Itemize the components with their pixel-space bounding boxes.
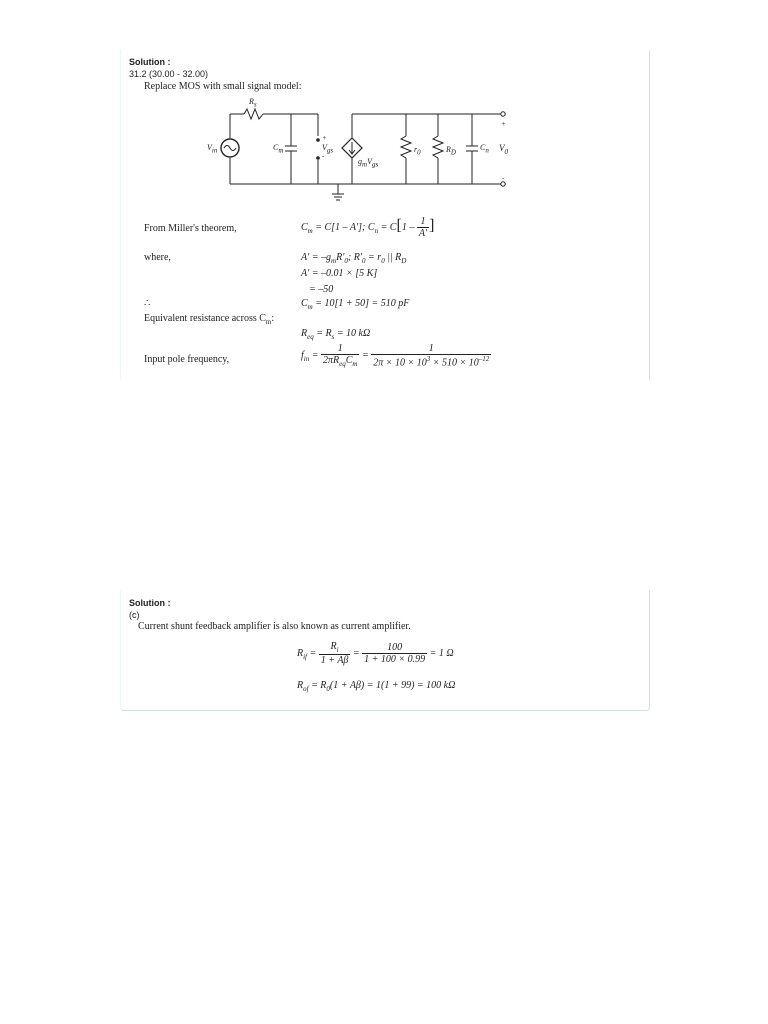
pole-equation: $f_{in}$ = $\frac{1}{2\pi R_{eq}C_m}$ = $\frac{1}{2\pi \times 10 \times 10^3 \times 510 \times 10^{-12}}$	[301, 343, 490, 369]
label-vin: $V_{in}$	[207, 143, 218, 155]
ro-resistor	[401, 136, 411, 158]
label-vgs-plus: +	[322, 134, 327, 142]
where-eq-2: A′ = –0.01 × [5 K]	[301, 268, 378, 279]
miller-equation: $C_m = C[1 - A']$; $C_n = C[1$ – $\frac{1}{A'}$ ]	[301, 216, 435, 239]
label-vgs-minus: -	[322, 152, 325, 160]
rof-equation: $R_{of} = R_0(1 + A\beta) = 1(1 + 99) = 100$ kΩ	[297, 680, 456, 693]
cm-equation: $C_m = 10[1 + 50] = 510$ pF	[301, 298, 410, 311]
solution-answer: 31.2 (30.00 - 32.00)	[129, 69, 209, 79]
solution-heading: Solution :	[129, 57, 171, 67]
solution-2-heading: Solution :	[129, 598, 171, 608]
label-vgs: $V_{gs}$	[322, 143, 334, 155]
output-terminal-minus	[501, 182, 505, 186]
solution-2-statement: Current shunt feedback amplifier is also known as current amplifier.	[138, 621, 411, 632]
equiv-resistance-label: Equivalent resistance across $C_m$:	[144, 313, 275, 326]
pole-label: Input pole frequency,	[144, 354, 230, 365]
miller-label: From Miller's theorem,	[144, 223, 237, 234]
label-vo: $V_0$	[499, 143, 508, 156]
where-eq-1: $A' = -g_mR'_0$; $R'_0 = r_0$ || $R_D$	[301, 252, 407, 265]
label-out-minus: -	[502, 174, 505, 182]
label-ro: $r_0$	[414, 145, 421, 157]
label-gm-vgs: $g_mV_{gs}$	[358, 157, 379, 169]
where-label: where,	[144, 252, 171, 263]
where-eq-3: = –50	[309, 284, 334, 295]
req-equation: $R_{eq} = R_s = 10$ kΩ	[301, 328, 371, 341]
rif-equation: $R_{if}$ = $\frac{R_i}{1 + A\beta}$ = $\frac{100}{1 + 100 \times 0.99}$ = 1 Ω	[297, 641, 454, 666]
label-cm: $C_m$	[273, 143, 284, 155]
output-terminal-plus	[501, 112, 505, 116]
label-rd: $R_D$	[446, 145, 456, 157]
solution-2-answer: (c)	[129, 610, 140, 620]
label-cn: $C_n$	[480, 143, 489, 155]
label-rs: $R_s$	[249, 97, 257, 109]
therefore-symbol: ∴	[144, 298, 151, 309]
rs-resistor	[244, 109, 263, 119]
solution-intro: Replace MOS with small signal model:	[144, 81, 302, 92]
label-out-plus: +	[501, 120, 506, 128]
rd-resistor	[433, 136, 443, 158]
